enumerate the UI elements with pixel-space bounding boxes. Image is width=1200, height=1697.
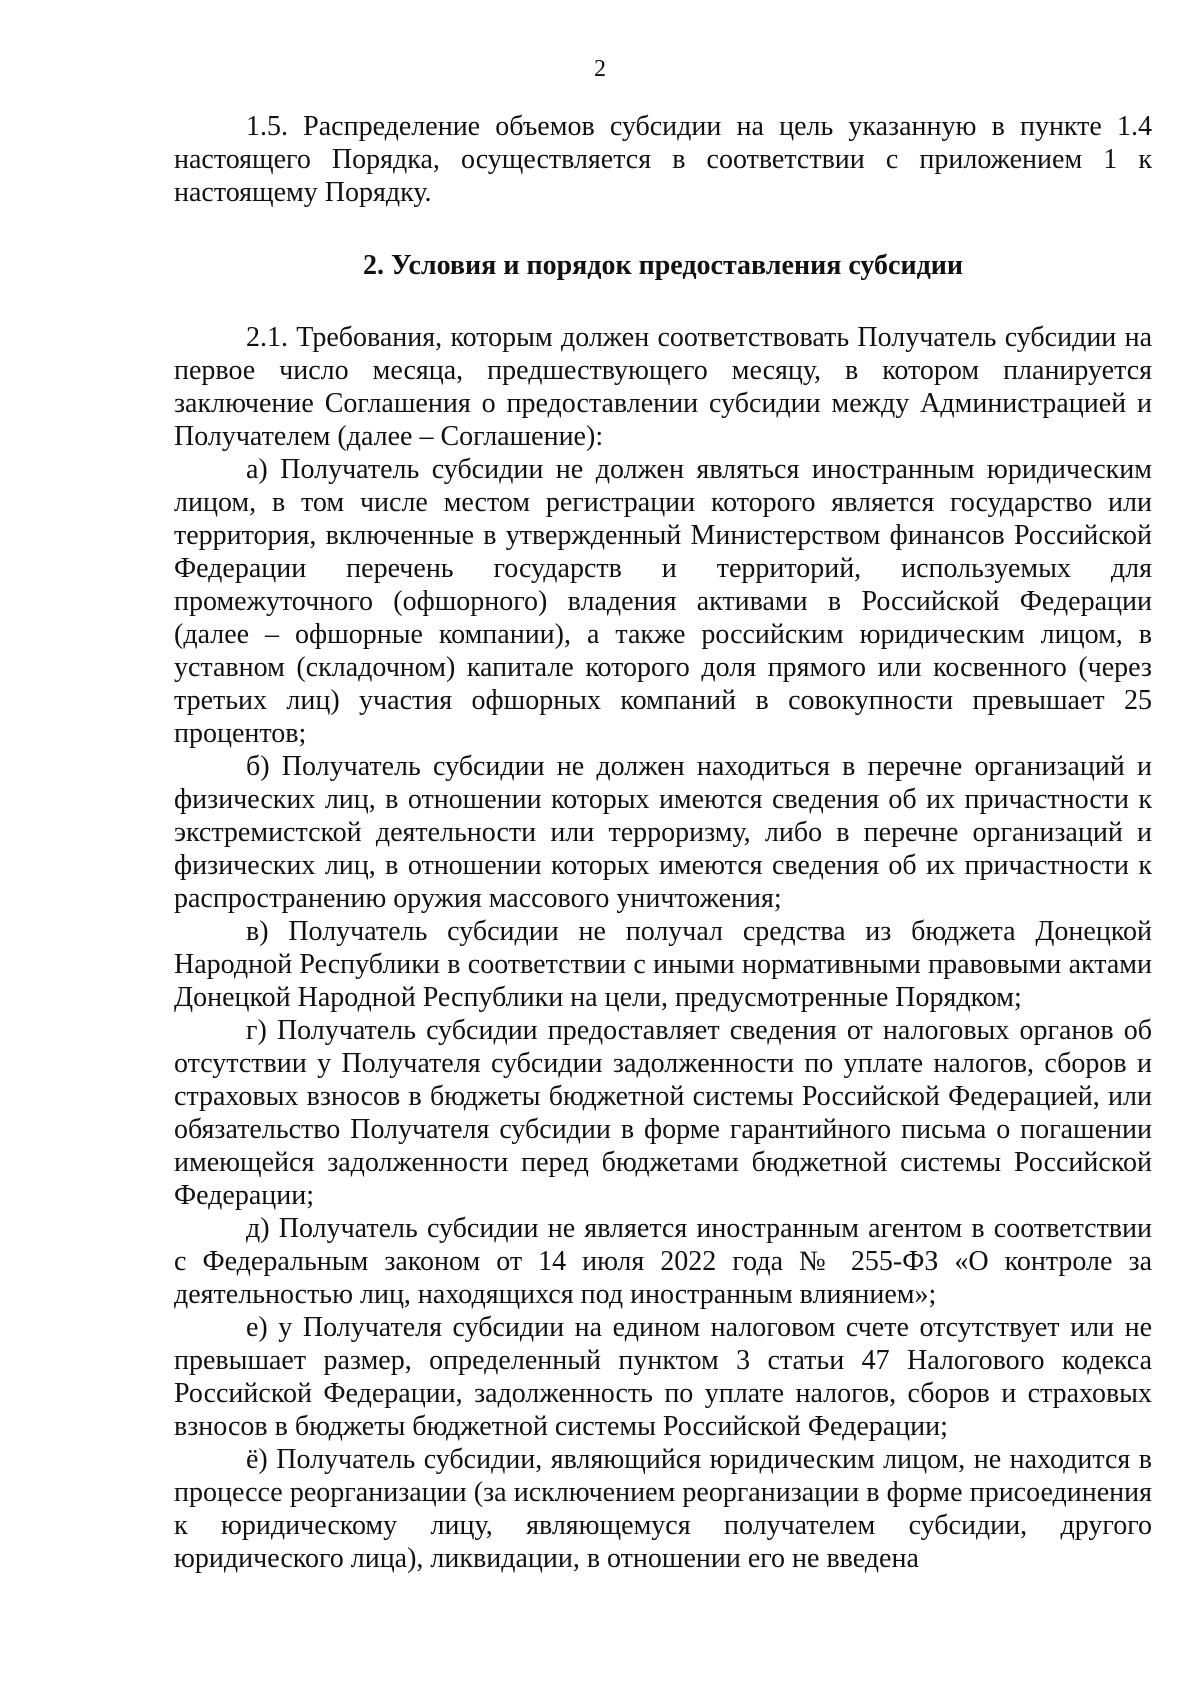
paragraph-item-a: а) Получатель субсидии не должен являться иностранным юридическим лицом, в том числе местом регистрации которого является государство или территория, включенные в утвержденный Министерством финансов Российской Федерации перечень государств и территорий, используемых для промежуточного (офшорного) владения активами в Российской Федерации (далее – офшорные компании), а также российским юридическим лицом, в уставном (складочном) капитале которого доля прямого или косвенного (через третьих лиц) участия офшорных компаний в совокупности превышает 25 процентов; <box>174 454 1152 749</box>
paragraph-item-e: е) у Получателя субсидии на едином налоговом счете отсутствует или не превышает размер, определенный пунктом 3 статьи 47 Налогового кодекса Российской Федерации, задолженность по уплате налогов, сборов и страховых взносов в бюджеты бюджетной системы Российской Федерации; <box>174 1312 1152 1442</box>
page-number: 2 <box>594 56 606 82</box>
paragraph-2-1: 2.1. Требования, которым должен соответствовать Получатель субсидии на первое число месяца, предшествующего месяцу, в котором планируется заключение Соглашения о предоставлении субсидии между Администрацией и Получателем (далее – Соглашение): <box>174 322 1152 452</box>
paragraph-item-d: д) Получатель субсидии не является иностранным агентом в соответствии с Федеральным законом от 14 июля 2022 года № 255-ФЗ «О контроле за деятельностью лиц, находящихся под иностранным влиянием»; <box>174 1213 1152 1310</box>
paragraph-item-yo: ё) Получатель субсидии, являющийся юридическим лицом, не находится в процессе реорганизации (за исключением реорганизации в форме присоединения к юридическому лицу, являющемуся получателем субсидии, другого юридического лица), ликвидации, в отношении его не введена <box>174 1444 1152 1574</box>
section-heading: 2. Условия и порядок предоставления субсидии <box>362 250 964 281</box>
paragraph-item-g: г) Получатель субсидии предоставляет сведения от налоговых органов об отсутствии у Получателя субсидии задолженности по уплате налогов, сборов и страховых взносов в бюджеты бюджетной системы Российской Федерацией, или обязательство Получателя субсидии в форме гарантийного письма о погашении имеющейся задолженности перед бюджетами бюджетной системы Российской Федерации; <box>174 1015 1152 1211</box>
paragraph-item-v: в) Получатель субсидии не получал средства из бюджета Донецкой Народной Республики в соответствии с иными нормативными правовыми актами Донецкой Народной Республики на цели, предусмотренные Порядком; <box>174 916 1152 1013</box>
document-body <box>174 110 1152 1575</box>
paragraph-1-5: 1.5. Распределение объемов субсидии на цель указанную в пункте 1.4 настоящего Порядка, осуществляется в соответствии с приложением 1 к настоящему Порядку. <box>174 111 1152 208</box>
paragraph-item-b: б) Получатель субсидии не должен находиться в перечне организаций и физических лиц, в отношении которых имеются сведения об их причастности к экстремистской деятельности или терроризму, либо в перечне организаций и физических лиц, в отношении которых имеются сведения об их причастности к распространению оружия массового уничтожения; <box>174 751 1152 914</box>
